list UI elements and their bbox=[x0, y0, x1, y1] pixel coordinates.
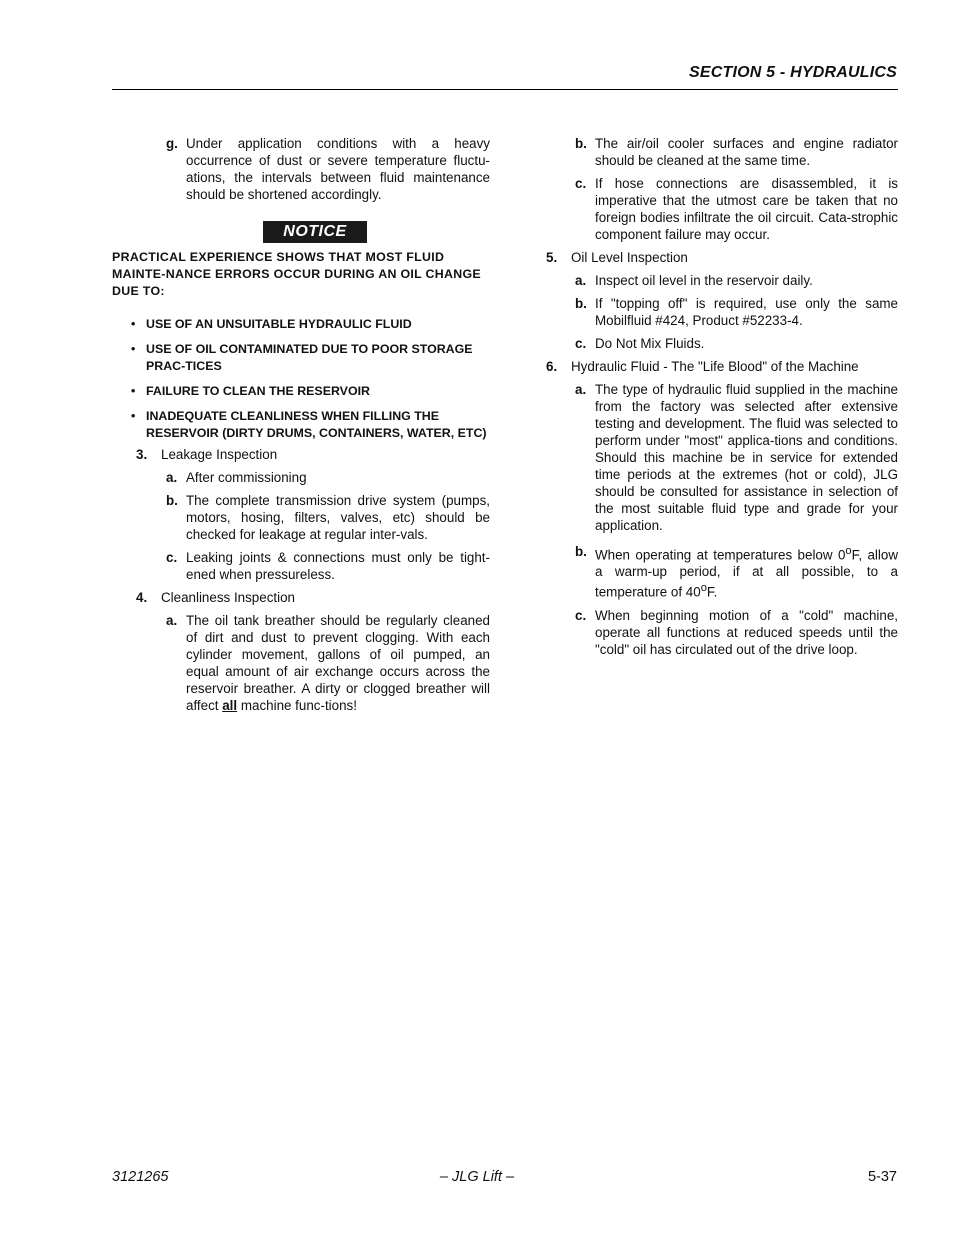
footer-publisher: – JLG Lift – bbox=[439, 1169, 515, 1185]
item-label: a. bbox=[575, 382, 587, 397]
bullet-text: FAILURE TO CLEAN THE RESERVOIR bbox=[146, 384, 370, 398]
bullet-text: USE OF AN UNSUITABLE HYDRAULIC FLUID bbox=[146, 317, 412, 331]
notice-text: PRACTICAL EXPERIENCE SHOWS THAT MOST FLUID MAINTE-NANCE ERRORS OCCUR DURING AN OIL CHANGE DUE TO: bbox=[112, 250, 482, 298]
header-rule bbox=[112, 89, 898, 90]
section-title: SECTION 5 - HYDRAULICS bbox=[689, 64, 897, 81]
notice-badge: NOTICE bbox=[263, 221, 366, 243]
item-title: Hydraulic Fluid - The "Life Blood" of the Machine bbox=[571, 359, 859, 374]
list-item-g bbox=[112, 135, 490, 203]
section-5-heading bbox=[546, 249, 898, 266]
item-label: b. bbox=[575, 544, 587, 559]
notice-bullet bbox=[112, 341, 490, 375]
bullet-dot: • bbox=[131, 317, 136, 331]
notice-bullet bbox=[112, 383, 490, 400]
list-item-4a bbox=[112, 612, 490, 714]
right-column bbox=[546, 135, 898, 664]
bullet-text: USE OF OIL CONTAMINATED DUE TO POOR STORAGE PRAC-TICES bbox=[146, 342, 473, 373]
item-title: Leakage Inspection bbox=[161, 447, 278, 462]
item-text: Leaking joints & connections must only be tight-ened when pressureless. bbox=[186, 550, 490, 582]
bullet-dot: • bbox=[131, 409, 136, 423]
item-label: b. bbox=[166, 493, 178, 508]
item-text: The type of hydraulic fluid supplied in the machine from the factory was selected after extensive testing and development. The fluid was selected to perform under "most" applica-tions and conditions. Should this machine be in service for extended time periods at the extremes (hot or cold), JLG should be consulted for assistance in selection of the most suitable fluid type and grade for your application. bbox=[595, 382, 898, 533]
notice-header bbox=[112, 221, 490, 243]
item-label: 6. bbox=[546, 359, 558, 374]
list-item-6a bbox=[546, 381, 898, 534]
item-label: c. bbox=[575, 176, 587, 191]
footer-doc-number: 3121265 bbox=[112, 1169, 169, 1185]
section-6-heading bbox=[546, 358, 898, 375]
list-item-4c bbox=[546, 175, 898, 243]
bullet-dot: • bbox=[131, 384, 136, 398]
item-text: The complete transmission drive system (pumps, motors, hosing, filters, valves, etc) should be checked for leakage at regular inter-vals. bbox=[186, 493, 490, 542]
list-item-6b bbox=[546, 543, 898, 601]
item-text: The oil tank breather should be regularly cleaned of dirt and dust to prevent clogging. With each cylinder movement, gallons of oil pumped, an equal amount of air exchange occurs across the reservoir breather. A dirty or clogged breather will affect all machine func-tions! bbox=[186, 613, 490, 713]
item-label: a. bbox=[166, 613, 178, 628]
item-text: Do Not Mix Fluids. bbox=[595, 336, 705, 351]
item-label: c. bbox=[575, 336, 587, 351]
bullet-text: INADEQUATE CLEANLINESS WHEN FILLING THE RESERVOIR (DIRTY DRUMS, CONTAINERS, WATER, ETC) bbox=[146, 409, 487, 440]
item-label: 4. bbox=[136, 590, 148, 605]
list-item-6c bbox=[546, 607, 898, 658]
list-item-5b bbox=[546, 295, 898, 329]
item-label: 3. bbox=[136, 447, 148, 462]
left-column bbox=[112, 135, 490, 720]
item-text: Under application conditions with a heavy occurrence of dust or severe temperature fluctu-ations, the intervals between fluid maintenance should be shortened accordingly. bbox=[186, 136, 490, 202]
emphasis-all: all bbox=[222, 698, 238, 713]
list-item-3a bbox=[112, 469, 490, 486]
item-text: Inspect oil level in the reservoir daily. bbox=[595, 273, 813, 288]
item-label: c. bbox=[166, 550, 178, 565]
list-item-5a bbox=[546, 272, 898, 289]
item-title: Cleanliness Inspection bbox=[161, 590, 295, 605]
item-text: If hose connections are disassembled, it is imperative that the utmost care be taken that no foreign bodies infiltrate the oil circuit. Cata-strophic component failure may occur. bbox=[595, 176, 898, 242]
item-label: a. bbox=[575, 273, 587, 288]
list-item-5c bbox=[546, 335, 898, 352]
item-title: Oil Level Inspection bbox=[571, 250, 688, 265]
item-label: c. bbox=[575, 607, 587, 623]
footer-page-number: 5-37 bbox=[867, 1169, 897, 1185]
item-label: b. bbox=[575, 296, 587, 311]
item-text: When beginning motion of a "cold" machine, operate all functions at reduced speeds until the "cold" oil has circulated out of the drive loop. bbox=[595, 607, 898, 657]
item-text: When operating at temperatures below 0$^o$F, allow a warm-up period, if at all possible, to a temperature of 40$^o$F. bbox=[595, 545, 898, 600]
list-item-4b bbox=[546, 135, 898, 169]
item-label: g. bbox=[166, 136, 178, 151]
notice-bullet bbox=[112, 316, 490, 333]
item-text: The air/oil cooler surfaces and engine radiator should be cleaned at the same time. bbox=[595, 136, 898, 168]
section-4-heading bbox=[112, 589, 490, 606]
notice-bullet bbox=[112, 408, 490, 442]
item-label: a. bbox=[166, 470, 178, 485]
bullet-dot: • bbox=[131, 342, 136, 356]
section-3-heading bbox=[112, 446, 490, 463]
item-label: 5. bbox=[546, 250, 558, 265]
list-item-3c bbox=[112, 549, 490, 583]
item-label: b. bbox=[575, 136, 587, 151]
item-text: If "topping off" is required, use only the same Mobilfluid #424, Product #52233-4. bbox=[595, 296, 898, 328]
list-item-3b bbox=[112, 492, 490, 543]
item-text: After commissioning bbox=[186, 470, 307, 485]
